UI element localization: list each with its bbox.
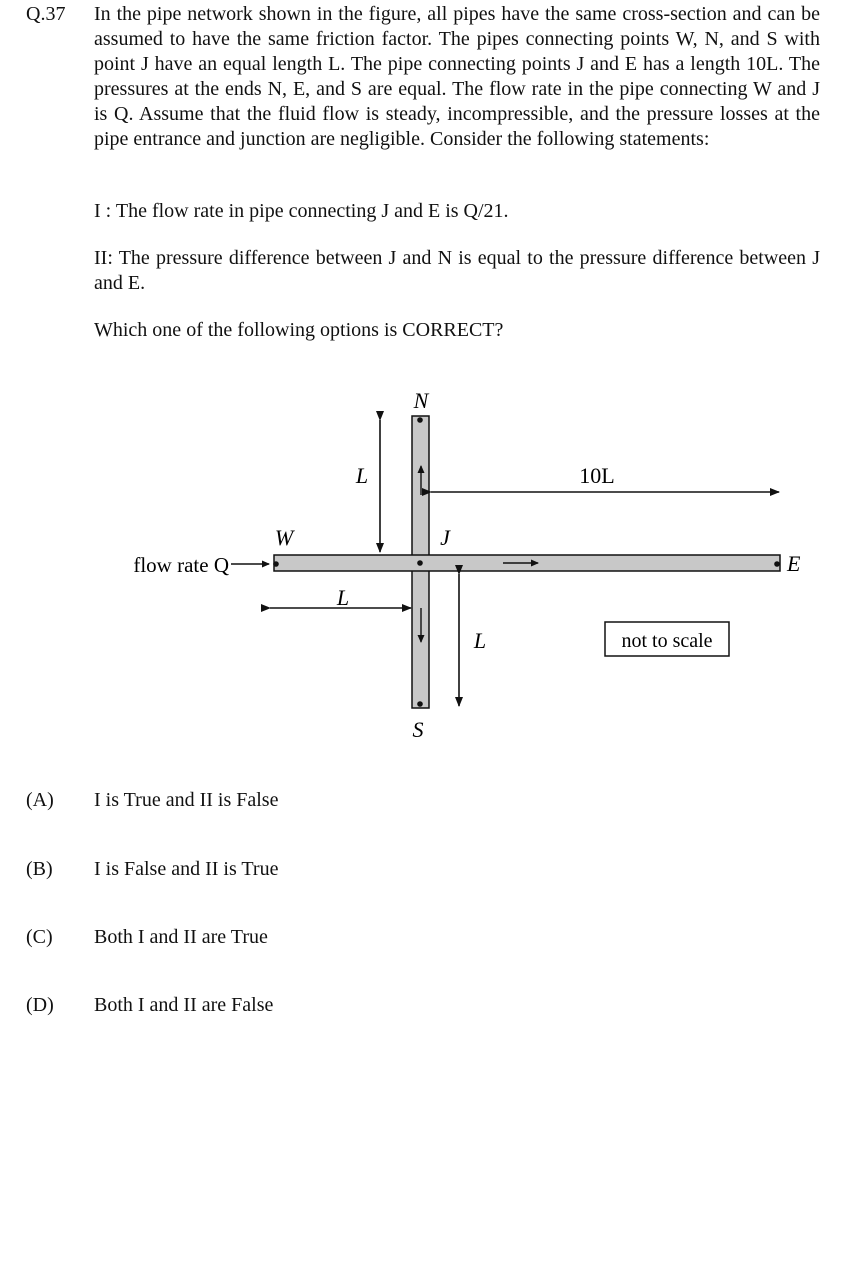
dim-label-10l: 10L — [579, 463, 615, 488]
point-w-dot — [273, 561, 279, 567]
label-s: S — [412, 717, 424, 742]
option-d-letter: (D) — [26, 994, 54, 1016]
pipe-system — [274, 416, 780, 708]
question-number: Q.37 — [26, 3, 66, 25]
option-c-text[interactable]: Both I and II are True — [94, 926, 268, 948]
label-w: W — [274, 525, 294, 550]
option-d-text[interactable]: Both I and II are False — [94, 994, 274, 1016]
option-a-letter: (A) — [26, 789, 54, 811]
flow-rate-label: flow rate Q — [133, 553, 229, 577]
option-c-letter: (C) — [26, 926, 53, 948]
point-s-dot — [417, 701, 423, 707]
point-j-dot — [417, 560, 423, 566]
dim-label-north-l: L — [355, 463, 369, 488]
pipe-network-figure — [0, 380, 841, 750]
statement-one: I : The flow rate in pipe connecting J and E is Q/21. — [94, 200, 509, 222]
question-prompt: Which one of the following options is CORRECT? — [94, 319, 504, 341]
point-n-dot — [417, 417, 423, 423]
question-stem: In the pipe network shown in the figure, all pipes have the same cross-section and can be assumed to have the same friction factor. The pipes connecting points W, N, and S with point J have an equal length L. The pipe connecting points J and E has a length 10L. The pressures at the ends N, E, and S are equal. The flow rate in the pipe connecting W and J is Q. Assume that the fluid flow is steady, incompressible, and the pressure losses at the pipe entrance and junction are negligible. Consider the following statements: — [94, 3, 820, 150]
option-a-text[interactable]: I is True and II is False — [94, 789, 279, 811]
point-e-dot — [774, 561, 780, 567]
label-n: N — [413, 388, 429, 413]
option-b-text[interactable]: I is False and II is True — [94, 858, 279, 880]
dim-label-west-l: L — [336, 585, 350, 610]
label-j: J — [440, 525, 450, 550]
label-e: E — [787, 551, 801, 576]
dim-label-south-l: L — [473, 628, 487, 653]
statement-two: II: The pressure difference between J and N is equal to the pressure difference between J and E. — [94, 247, 820, 294]
option-b-letter: (B) — [26, 858, 53, 880]
note-text: not to scale — [621, 630, 713, 652]
